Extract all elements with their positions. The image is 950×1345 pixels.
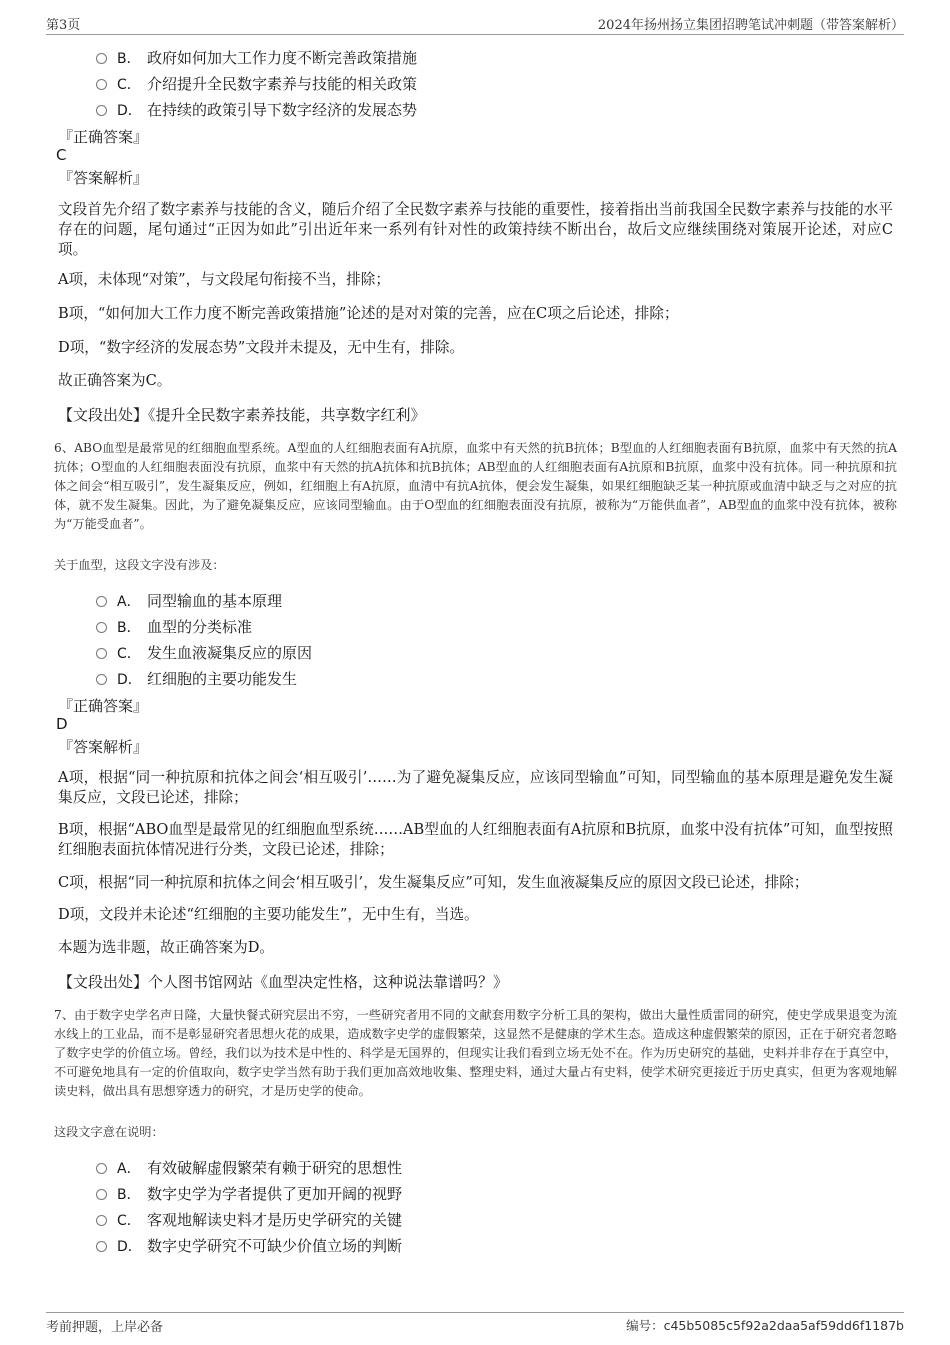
analysis-paragraph: D项，“数字经济的发展态势”文段并未提及，无中生有，排除。: [58, 339, 465, 356]
question-text: 7、由于数字史学名声日隆，大量快餐式研究层出不穷，一些研究者用不同的文献套用数字分析工具的架构，做出大量性质雷同的研究，使史学成果退变为流水线上的工业品，而不是彰显研究者思想火花的成果，造成数字史学的虚假繁荣，这显然不是健康的学术生态。造成这种虚假繁荣的原因，正在于研究者忽略了数字史学的价值立场。曾经，我们以为技术是中性的、科学是无国界的，但现实让我们看到立场无处不在。作为历史研究的基础，史料并非存在于真空中，不可避免地具有一定的价值取向，数字史学当然有助于我们更加高效地收集、整理史料，通过大量占有史料，使学术研究更接近于历史真实，但更为客观地解读史料，做出具有思想穿透力的研究，才是历史学的使命。: [54, 1008, 897, 1098]
page-number: 第3页: [46, 18, 81, 33]
answer-value: C: [56, 146, 67, 164]
option-q7-c[interactable]: C． 客观地解读史料才是历史学研究的关键: [96, 1209, 402, 1230]
analysis-label: 『答案解析』: [58, 169, 149, 187]
source-citation: 【文段出处】个人图书馆网站《血型决定性格，这种说法靠谱吗？》: [58, 973, 509, 991]
answer-label: 『正确答案』: [58, 128, 149, 146]
option-q6-b[interactable]: B． 血型的分类标准: [96, 616, 252, 637]
analysis-paragraph: B项，根据“ABO血型是最常见的红细胞血型系统……AB型血的人红细胞表面有A抗原和B抗原，血浆中没有抗体”可知，血型按照红细胞表面抗体情况进行分类，文段已论述，排除；: [58, 821, 893, 858]
analysis-paragraph: A项，未体现“对策”，与文段尾句衔接不当，排除；: [58, 271, 390, 288]
analysis-conclusion: 故正确答案为C。: [58, 372, 172, 389]
footer-slogan: 考前押题，上岸必备: [46, 1320, 164, 1335]
analysis-conclusion: 本题为选非题，故正确答案为D。: [58, 939, 275, 956]
analysis-label: 『答案解析』: [58, 738, 149, 756]
question-text: 6、ABO血型是最常见的红细胞血型系统。A型血的人红细胞表面有A抗原，血浆中有天然的抗B抗体；B型血的人红细胞表面有B抗原，血浆中有天然的抗A抗体；O型血的人红细胞表面没有抗原，血浆中有天然的抗A抗体和抗B抗体；AB型血的人红细胞表面有A抗原和B抗原，血浆中没有抗体。同一种抗原和抗体之间会“相互吸引”，发生凝集反应，例如，红细胞上有A抗原，血清中有抗A抗体，便会发生凝集，如果红细胞缺乏某一种抗原或血清中缺乏与之对应的抗体，就不发生凝集。因此，为了避免凝集反应，应该同型输血。由于O型血的红细胞表面没有抗原，被称为“万能供血者”，AB型血的血浆中没有抗体，被称为“万能受血者”。: [54, 441, 897, 531]
radio-icon[interactable]: [96, 1215, 107, 1226]
radio-icon[interactable]: [96, 674, 107, 685]
question-prompt: 关于血型，这段文字没有涉及：: [54, 558, 225, 572]
analysis-paragraph: A项，根据“同一种抗原和抗体之间会‘相互吸引’……为了避免凝集反应，应该同型输血”可知，同型输血的基本原理是避免发生凝集反应，文段已论述，排除；: [58, 769, 893, 806]
radio-icon[interactable]: [96, 1241, 107, 1252]
analysis-paragraph: C项，根据“同一种抗原和抗体之间会‘相互吸引’，发生凝集反应”可知，发生血液凝集反应的原因文段已论述，排除；: [58, 874, 809, 891]
page-footer: [46, 1312, 904, 1337]
option-q6-c[interactable]: C． 发生血液凝集反应的原因: [96, 642, 312, 663]
analysis-paragraph: B项，“如何加大工作力度不断完善政策措施”论述的是对对策的完善，应在C项之后论述，排除；: [58, 305, 679, 322]
option-q5-d[interactable]: D． 在持续的政策引导下数字经济的发展态势: [96, 99, 417, 120]
option-q5-c[interactable]: C． 介绍提升全民数字素养与技能的相关政策: [96, 73, 417, 94]
radio-icon[interactable]: [96, 596, 107, 607]
option-q5-b[interactable]: B． 政府如何加大工作力度不断完善政策措施: [96, 47, 417, 68]
question-prompt: 这段文字意在说明：: [54, 1125, 164, 1139]
analysis-paragraph: D项，文段并未论述“红细胞的主要功能发生”，无中生有，当选。: [58, 906, 479, 923]
option-q7-b[interactable]: B． 数字史学为学者提供了更加开阔的视野: [96, 1183, 402, 1204]
radio-icon[interactable]: [96, 648, 107, 659]
radio-icon[interactable]: [96, 105, 107, 116]
answer-label: 『正确答案』: [58, 697, 149, 715]
option-q6-d[interactable]: D． 红细胞的主要功能发生: [96, 668, 297, 689]
answer-value: D: [56, 715, 68, 733]
document-title: 2024年扬州扬立集团招聘笔试冲刺题（带答案解析）: [597, 18, 904, 33]
source-citation: 【文段出处】《提升全民数字素养技能，共享数字红利》: [58, 406, 426, 424]
radio-icon[interactable]: [96, 79, 107, 90]
analysis-paragraph: 文段首先介绍了数字素养与技能的含义，随后介绍了全民数字素养与技能的重要性，接着指出当前我国全民数字素养与技能的水平存在的问题，尾句通过“正因为如此”引出近年来一系列有针对性的政策持续不断出台，故后文应继续围绕对策展开论述，对应C项。: [58, 201, 893, 258]
document-id: 编号：c45b5085c5f92a2daa5af59dd6f1187b: [626, 1318, 904, 1333]
radio-icon[interactable]: [96, 53, 107, 64]
option-q7-a[interactable]: A． 有效破解虚假繁荣有赖于研究的思想性: [96, 1157, 402, 1178]
radio-icon[interactable]: [96, 622, 107, 633]
option-q7-d[interactable]: D． 数字史学研究不可缺少价值立场的判断: [96, 1235, 402, 1256]
option-q6-a[interactable]: A． 同型输血的基本原理: [96, 590, 282, 611]
radio-icon[interactable]: [96, 1189, 107, 1200]
radio-icon[interactable]: [96, 1163, 107, 1174]
page-header: [46, 12, 904, 35]
